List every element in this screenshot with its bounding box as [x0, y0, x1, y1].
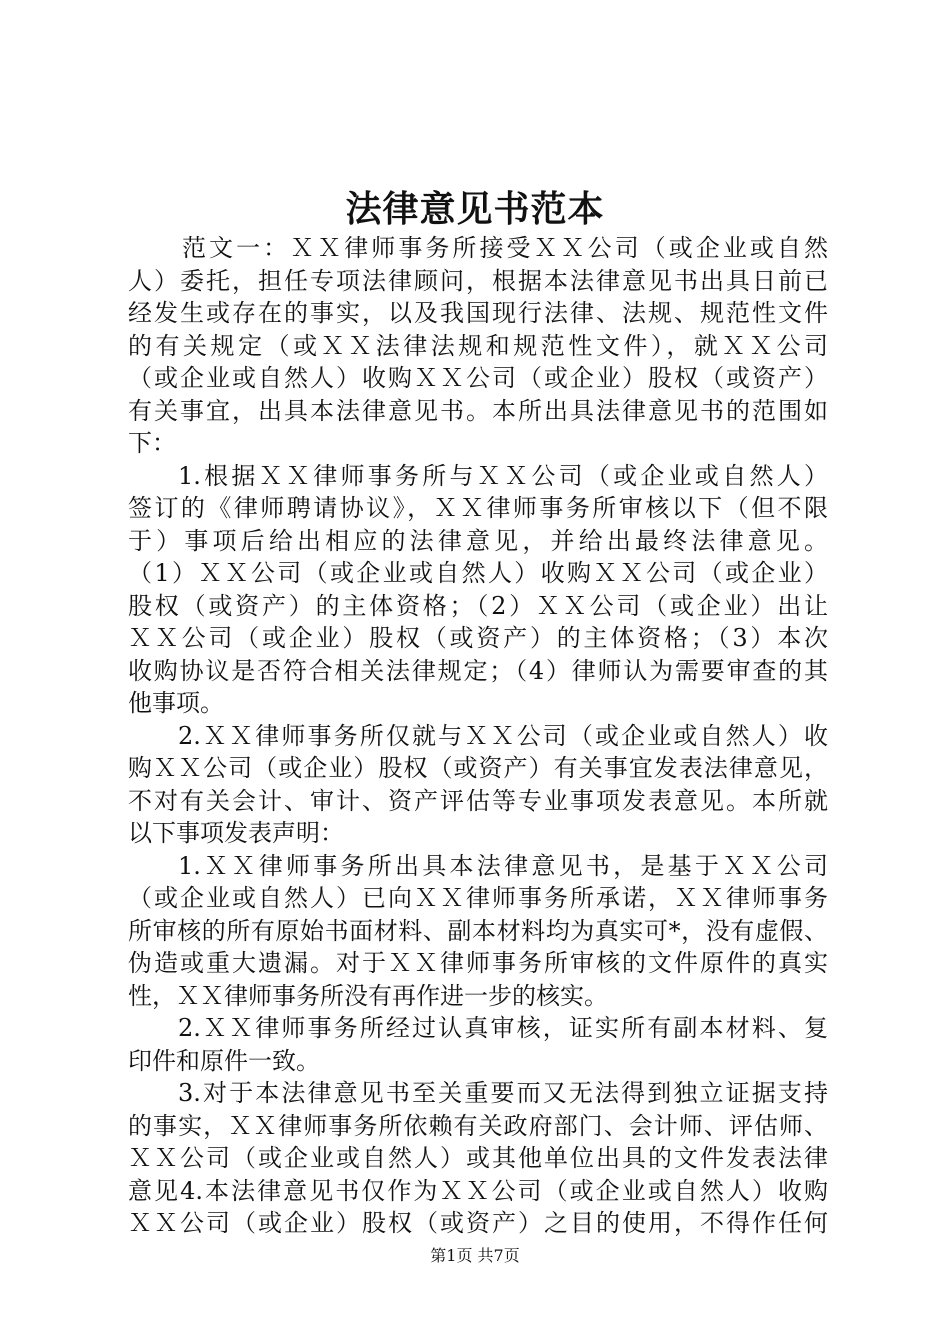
body-line: ＸＸ公司（或企业）股权（或资产）的主体资格；（3）本次: [128, 624, 828, 652]
body-line: 收购协议是否符合相关法律规定；（4）律师认为需要审查的其: [128, 656, 828, 685]
page-footer: 第1页 共7页: [430, 1246, 520, 1265]
body-line: 意见4.本法律意见书仅作为ＸＸ公司（或企业或自然人）收购: [128, 1176, 828, 1205]
body-line: 不对有关会计、审计、资产评估等专业事项发表意见。本所就: [128, 786, 828, 815]
body-line: ＸＸ公司（或企业或自然人）或其他单位出具的文件发表法律: [128, 1144, 828, 1172]
body-line: 经发生或存在的事实，以及我国现行法律、法规、规范性文件: [128, 299, 828, 327]
body-line: ＸＸ公司（或企业）股权（或资产）之目的使用，不得作任何: [128, 1209, 828, 1237]
body-line: 购ＸＸ公司（或企业）股权（或资产）有关事宜发表法律意见，: [128, 754, 828, 782]
body-line: 以下事项发表声明：: [128, 819, 344, 847]
body-line: 人）委托，担任专项法律顾问，根据本法律意见书出具日前已: [128, 266, 828, 295]
body-line: 2.ＸＸ律师事务所经过认真审核，证实所有副本材料、复: [178, 1014, 828, 1042]
body-line: （或企业或自然人）收购ＸＸ公司（或企业）股权（或资产）: [128, 364, 828, 392]
body-line: 2.ＸＸ律师事务所仅就与ＸＸ公司（或企业或自然人）收: [178, 721, 828, 750]
body-line: 他事项。: [128, 689, 224, 717]
body-line: 的有关规定（或ＸＸ法律法规和规范性文件），就ＸＸ公司: [128, 331, 828, 360]
body-line: 印件和原件一致。: [128, 1046, 320, 1075]
body-line: 性，ＸＸ律师事务所没有再作进一步的核实。: [128, 981, 608, 1010]
body-line: 伪造或重大遗漏。对于ＸＸ律师事务所审核的文件原件的真实: [128, 949, 828, 977]
body-line: （或企业或自然人）已向ＸＸ律师事务所承诺，ＸＸ律师事务: [128, 884, 828, 912]
body-line: 范文一：ＸＸ律师事务所接受ＸＸ公司（或企业或自然: [182, 234, 828, 262]
document-title: 法律意见书范本: [345, 188, 605, 230]
body-line: 的事实，ＸＸ律师事务所依赖有关政府部门、会计师、评估师、: [128, 1111, 828, 1140]
body-line: 签订的《律师聘请协议》，ＸＸ律师事务所审核以下（但不限: [128, 494, 828, 522]
body-line: 股权（或资产）的主体资格；（2）ＸＸ公司（或企业）出让: [128, 591, 828, 620]
body-line: 有关事宜，出具本法律意见书。本所出具法律意见书的范围如: [128, 396, 828, 425]
body-line: 1.ＸＸ律师事务所出具本法律意见书，是基于ＸＸ公司: [178, 851, 828, 880]
body-line: 于）事项后给出相应的法律意见，并给出最终法律意见。: [128, 526, 828, 555]
body-line: （1）ＸＸ公司（或企业或自然人）收购ＸＸ公司（或企业）: [128, 559, 828, 587]
document-body: [128, 232, 828, 1240]
body-line: 1.根据ＸＸ律师事务所与ＸＸ公司（或企业或自然人）: [178, 461, 828, 490]
body-line: 3.对于本法律意见书至关重要而又无法得到独立证据支持: [178, 1079, 828, 1107]
body-line: 所审核的所有原始书面材料、副本材料均为真实可*，没有虚假、: [128, 916, 828, 945]
body-line: 下：: [128, 429, 176, 457]
